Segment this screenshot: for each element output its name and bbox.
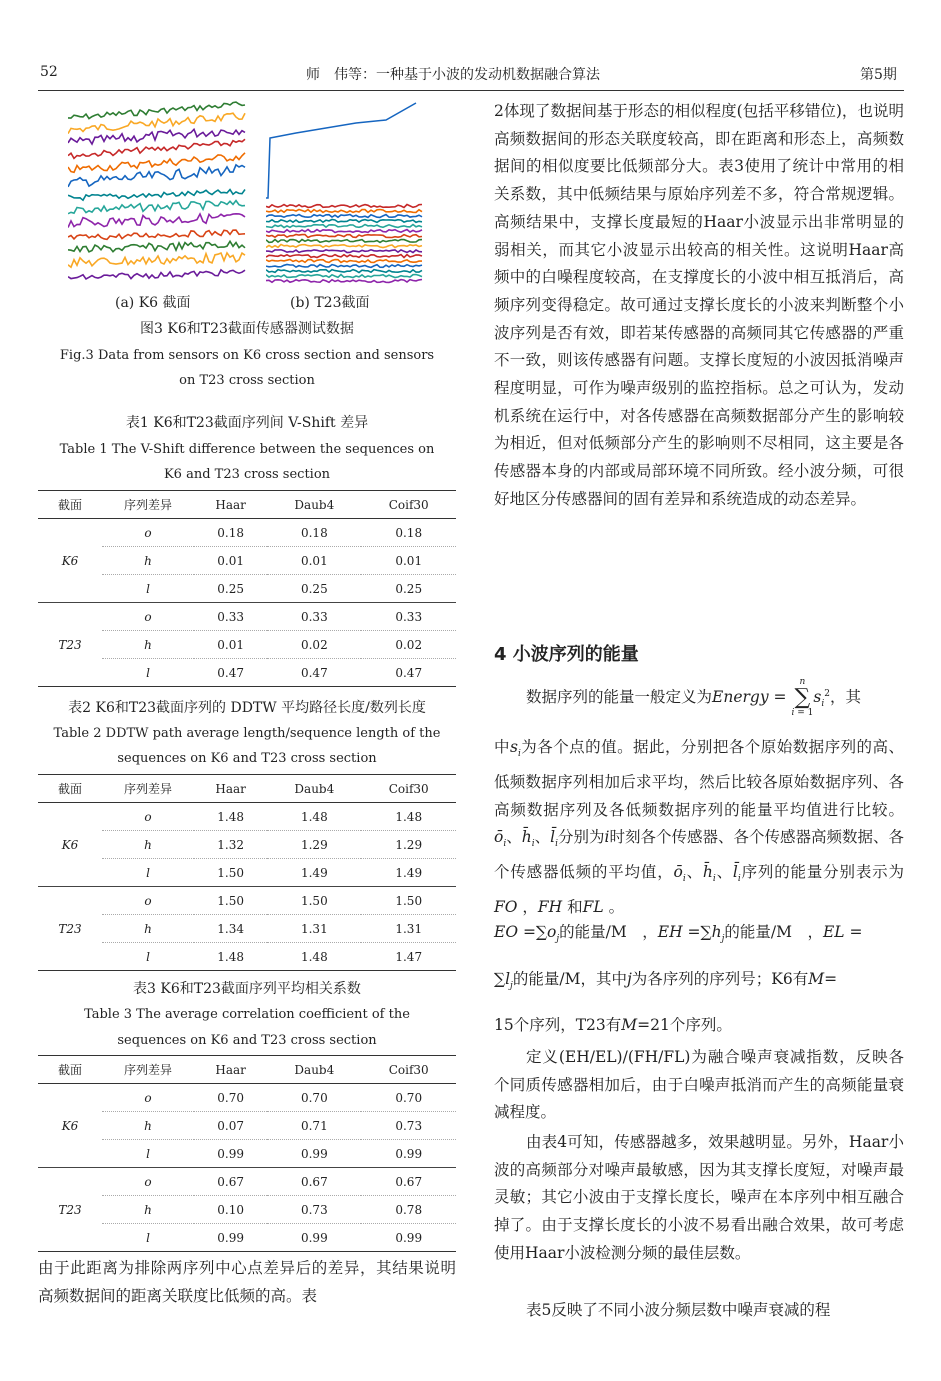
energy-definition: 数据序列的能量一般定义为Energy = n ∑ i = 1 $s_i^2$，其	[526, 677, 861, 718]
table-header-cell: Coif30	[361, 1056, 456, 1084]
table-cell: 0.70	[361, 1084, 456, 1112]
left-paragraph: 由于此距离为排除两序列中心点差异后的差异，其结果说明高频数据间的距离关联度比低频的高。表	[38, 1259, 456, 1305]
table-cell: l	[102, 943, 194, 971]
table-header-cell: 序列差异	[102, 775, 194, 803]
table-header-cell: Haar	[194, 491, 267, 519]
section-name-cell: K6	[38, 1084, 102, 1168]
table-cell: 0.99	[361, 1224, 456, 1252]
table-cell: 0.99	[267, 1224, 361, 1252]
table-header-cell: 截面	[38, 775, 102, 803]
eq-end-1: ，其中	[580, 970, 627, 989]
figure-3-caption-en-2: on T23 cross section	[179, 373, 315, 388]
table-header-cell: Haar	[194, 1056, 267, 1084]
table-row	[38, 519, 456, 547]
series-count-line: 15个序列，T23有M=21个序列。	[494, 1016, 732, 1034]
t23-sensor-trace	[266, 255, 422, 258]
table-cell: 0.70	[194, 1084, 267, 1112]
table-cell: l	[102, 1140, 194, 1168]
eq-end-4: 21个序列。	[650, 1016, 732, 1034]
table-cell: 0.67	[361, 1168, 456, 1196]
table-cell: 0.33	[267, 603, 361, 631]
section-4-heading: 4 小波序列的能量	[494, 644, 639, 665]
table-header-cell: Coif30	[361, 775, 456, 803]
table-cell: 0.01	[267, 547, 361, 575]
p2-b: 为各个点的值。据此，分别把各个原始数据序列的高、低频数据序列相加后求平均，然后比较各原始数据序列、各高频数据序列及各低频数据序列的能量平均值进行比较。	[494, 738, 904, 819]
table-cell: 0.78	[361, 1196, 456, 1224]
table-cell: 0.01	[361, 547, 456, 575]
table-cell: 0.99	[267, 1140, 361, 1168]
table-cell: 0.73	[267, 1196, 361, 1224]
k6-sensor-trace	[68, 241, 245, 252]
figure-3b-label: (b) T23截面	[290, 295, 370, 311]
table-2-title-cn: 表2 K6和T23截面序列的 DDTW 平均路径长度/数列长度	[68, 700, 426, 716]
table-cell: l	[102, 659, 194, 687]
table-cell: 1.47	[361, 943, 456, 971]
p2-a: 中	[494, 738, 510, 756]
table-cell: 1.49	[267, 859, 361, 887]
table-2-title-en-2: sequences on K6 and T23 cross section	[117, 751, 377, 766]
table-cell: 0.47	[361, 659, 456, 687]
table-cell: 1.50	[194, 887, 267, 915]
table-cell: o	[102, 519, 194, 547]
section-name-cell: T23	[38, 1168, 102, 1252]
section-name-cell: K6	[38, 803, 102, 887]
eq-el: 的能量/M	[512, 970, 581, 989]
table-header-cell: 截面	[38, 491, 102, 519]
t23-sensor-trace	[266, 240, 422, 243]
table-cell: 0.47	[267, 659, 361, 687]
section-name-cell: K6	[38, 519, 102, 603]
table-cell: o	[102, 1084, 194, 1112]
table-cell: h	[102, 831, 194, 859]
table-cell: 1.29	[361, 831, 456, 859]
table-cell: 1.49	[361, 859, 456, 887]
table-3-title-en-2: sequences on K6 and T23 cross section	[117, 1033, 377, 1048]
table-cell: 1.34	[194, 915, 267, 943]
t23-sensor-trace	[266, 205, 422, 208]
table-cell: l	[102, 859, 194, 887]
table-header-cell: Daub4	[267, 1056, 361, 1084]
table-cell: 1.31	[361, 915, 456, 943]
table-cell: 0.01	[194, 547, 267, 575]
eq-end-2: 为各序列的序列号；K6有	[631, 970, 809, 989]
figure-3a-label: (a) K6 截面	[115, 295, 191, 311]
t23-sensor-trace	[266, 220, 422, 223]
table-cell: h	[102, 1196, 194, 1224]
t23-sensor-trace	[266, 250, 422, 253]
t23-sensor-trace	[266, 270, 422, 273]
table-cell: 0.71	[267, 1112, 361, 1140]
figure-3b-t23-plot	[266, 98, 424, 288]
table-row	[38, 1168, 456, 1196]
table-header-cell: Daub4	[267, 491, 361, 519]
table-cell: 1.32	[194, 831, 267, 859]
table-cell: 0.25	[361, 575, 456, 603]
energy-equations: EO $=\sum o_j$的能量/M ，EH $=\sum h_j$的能量/M ，EL = $\sum l_j$的能量/M，其中j为各序列的序列号；K6有M=	[494, 923, 863, 992]
table-row	[38, 887, 456, 915]
table-cell: 1.48	[267, 803, 361, 831]
table-cell: 0.99	[194, 1140, 267, 1168]
table-cell: h	[102, 1112, 194, 1140]
right-paragraph-4: 由表4可知，传感器越多，效果越明显。另外，Haar小波的高频部分对噪声最敏感，因为其支撑长度短，对噪声最灵敏；其它小波由于支撑长度长，噪声在本序列中相互融合掉了。由于支撑长度长的小波不易看出融合效果，故可考虑使用Haar小波检测分频的最佳层数。	[494, 1133, 904, 1262]
table-cell: h	[102, 915, 194, 943]
table-3-title-cn: 表3 K6和T23截面序列平均相关系数	[133, 981, 361, 997]
table-cell: o	[102, 603, 194, 631]
table-cell: 0.67	[194, 1168, 267, 1196]
k6-sensor-trace	[68, 214, 245, 228]
table-cell: 1.48	[194, 803, 267, 831]
figure-3-caption-en-1: Fig.3 Data from sensors on K6 cross section and sensors	[59, 348, 435, 363]
table-cell: 0.18	[361, 519, 456, 547]
table-cell: 0.02	[267, 631, 361, 659]
table-cell: 1.48	[361, 803, 456, 831]
k6-sensor-trace	[68, 201, 245, 214]
t23-sensor-trace	[266, 265, 422, 268]
table-cell: 0.33	[194, 603, 267, 631]
running-title: 师 伟等：一种基于小波的发动机数据融合算法	[306, 67, 600, 83]
right-paragraph-2: 中$s_i$为各个点的值。据此，分别把各个原始数据序列的高、低频数据序列相加后求平均，然后比较各原始数据序列、各高频数据序列及各低频数据序列的能量平均值进行比较。$ō_i$、$h̄_i$、$l̄_i$分别为i时刻各个传感器、各个传感器高频数据、各个传感器低频的平均值，$ō_i$、$h̄_i$、$l̄_i$序列的能量分别表示为FO ，FH 和FL 。	[494, 738, 904, 916]
table-cell: 0.25	[267, 575, 361, 603]
table-1	[38, 490, 456, 687]
table-1-title-cn: 表1 K6和T23截面序列间 V-Shift 差异	[125, 415, 369, 431]
energy-intro: 数据序列的能量一般定义为	[526, 688, 713, 706]
t23-sensor-trace	[266, 275, 422, 278]
t23-sensor-trace	[266, 210, 422, 213]
table-header-cell: 截面	[38, 1056, 102, 1084]
table-cell: 1.50	[361, 887, 456, 915]
t23-sensor-trace	[266, 215, 422, 218]
table-3	[38, 1055, 456, 1252]
header-rule	[38, 90, 904, 91]
energy-sum: n ∑ i = 1	[791, 677, 814, 718]
section-name-cell: T23	[38, 603, 102, 687]
page-number: 52	[40, 64, 58, 80]
table-row	[38, 803, 456, 831]
table-cell: 1.50	[267, 887, 361, 915]
energy-end: ，其	[829, 688, 861, 706]
table-row	[38, 603, 456, 631]
table-cell: 1.29	[267, 831, 361, 859]
t23-sensor-trace	[266, 225, 422, 228]
table-cell: 1.48	[194, 943, 267, 971]
section-name-cell: T23	[38, 887, 102, 971]
table-cell: l	[102, 1224, 194, 1252]
table-cell: 1.48	[267, 943, 361, 971]
table-cell: o	[102, 887, 194, 915]
table-cell: 0.01	[194, 631, 267, 659]
t23-sensor-trace	[266, 235, 422, 238]
energy-equals: =	[773, 688, 787, 706]
k6-sensor-trace	[68, 253, 245, 267]
table-cell: l	[102, 575, 194, 603]
right-paragraph-3: 定义(EH/EL)/(FH/FL)为融合噪声衰减指数，反映各个同质传感器相加后，由于白噪声抵消而产生的高频能量衰减程度。	[494, 1048, 904, 1122]
k6-sensor-trace	[68, 230, 245, 239]
figure-3a-k6-plot	[68, 98, 246, 288]
table-1-title-en-2: K6 and T23 cross section	[163, 467, 331, 482]
t23-rising-trace	[266, 103, 416, 198]
table-2-title-en-1: Table 2 DDTW path average length/sequence length of the	[53, 726, 441, 741]
table-cell: 0.67	[267, 1168, 361, 1196]
energy-formula-name: Energy	[712, 688, 769, 706]
table-cell: 0.99	[361, 1140, 456, 1168]
table-cell: 0.99	[194, 1224, 267, 1252]
table-cell: 0.70	[267, 1084, 361, 1112]
table-header-cell: 序列差异	[102, 1056, 194, 1084]
table-cell: 0.10	[194, 1196, 267, 1224]
figure-3-caption-cn: 图3 K6和T23截面传感器测试数据	[140, 321, 354, 337]
table-cell: 0.47	[194, 659, 267, 687]
table-2	[38, 774, 456, 971]
k6-sensor-trace	[68, 190, 245, 201]
table-header-cell: Coif30	[361, 491, 456, 519]
table-cell: 1.31	[267, 915, 361, 943]
t23-sensor-trace	[266, 260, 422, 263]
eq-end-3: 15个序列，T23有	[494, 1016, 622, 1034]
right-paragraph-1: 2体现了数据间基于形态的相似程度(包括平移错位)，也说明高频数据间的形态关联度较高，即在距离和形态上，高频数据间的相似度要比低频部分大。表3使用了统计中常用的相关系数，其中低频结果与原始序列差不多，符合常规逻辑。高频结果中，支撑长度最短的Haar小波显示出非常明显的弱相关，而其它小波显示出较高的相关性。这说明Haar高频中的白噪程度较高，在支撑度长的小波中相互抵消后，高频序列变得稳定。故可通过支撑长度长的小波来判断整个小波序列是否有效，即若某传感器的高频同其它传感器的严重不一致，则该传感器有问题。支撑长度短的小波因抵消噪声程度明显，可作为噪声级别的监控指标。总之可认为，发动机系统在运行中，对各传感器在高频数据部分产生的影响较为相近，但对低频部分产生的影响则不尽相同，这主要是各传感器本身的内部或局部环境不同所致。经小波分频，可很好地区分传感器间的固有差异和系统造成的动态差异。	[494, 102, 904, 508]
table-cell: 0.33	[361, 603, 456, 631]
right-paragraph-5: 表5反映了不同小波分频层数中噪声衰减的程	[526, 1301, 831, 1319]
p2-c: 分别为	[558, 828, 605, 847]
table-cell: h	[102, 631, 194, 659]
eq-eh: 的能量/M	[724, 923, 792, 941]
table-cell: 0.07	[194, 1112, 267, 1140]
p2-d: 时刻各个传感器、各个传感器高频数据、各个传感器低频的平均值，	[494, 828, 904, 881]
table-cell: 0.25	[194, 575, 267, 603]
table-cell: 0.18	[267, 519, 361, 547]
table-header-cell: Haar	[194, 775, 267, 803]
table-header-cell: Daub4	[267, 775, 361, 803]
table-cell: o	[102, 1168, 194, 1196]
table-row	[38, 1084, 456, 1112]
t23-sensor-trace	[266, 230, 422, 233]
p2-e: 序列的能量分别表示为	[740, 863, 904, 881]
table-cell: 0.73	[361, 1112, 456, 1140]
t23-sensor-trace	[266, 280, 422, 283]
table-1-title-en-1: Table 1 The V-Shift difference between the sequences on	[59, 442, 435, 457]
issue-number: 第5期	[860, 67, 897, 83]
eq-eo: 的能量/M	[559, 923, 627, 941]
k6-sensor-trace	[68, 270, 245, 279]
table-header-cell: 序列差异	[102, 491, 194, 519]
table-cell: 0.02	[361, 631, 456, 659]
table-3-title-en-1: Table 3 The average correlation coefficient of the	[84, 1007, 410, 1022]
t23-sensor-trace	[266, 245, 422, 248]
table-cell: h	[102, 547, 194, 575]
table-cell: 1.50	[194, 859, 267, 887]
table-cell: 0.18	[194, 519, 267, 547]
table-cell: o	[102, 803, 194, 831]
